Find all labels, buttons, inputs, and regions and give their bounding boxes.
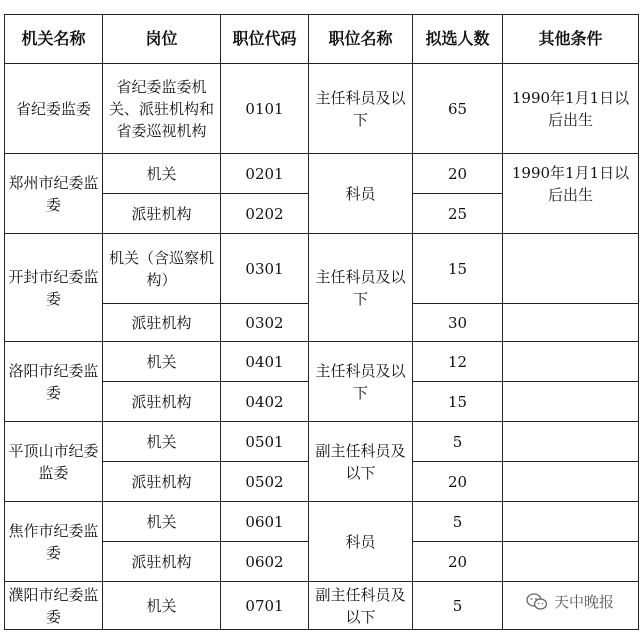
- other-conditions: [503, 502, 639, 542]
- headcount: 5: [413, 422, 503, 462]
- header-code: 职位代码: [221, 15, 309, 64]
- post-name: 机关: [103, 502, 221, 542]
- recruitment-table: [4, 14, 639, 630]
- org-name: 焦作市纪委监委: [5, 502, 103, 582]
- org-name: 省纪委监委: [5, 64, 103, 154]
- header-conditions: 其他条件: [503, 15, 639, 64]
- headcount: 15: [413, 234, 503, 304]
- header-count: 拟选人数: [413, 15, 503, 64]
- post-name: 省纪委监委机关、派驻机构和省委巡视机构: [103, 64, 221, 154]
- table-row: [5, 64, 639, 154]
- headcount: 12: [413, 342, 503, 382]
- other-conditions: [503, 422, 639, 462]
- other-conditions: [503, 462, 639, 502]
- other-conditions: [503, 234, 639, 304]
- headcount: 65: [413, 64, 503, 154]
- post-code: 0601: [221, 502, 309, 542]
- position-title: 主任科员及以下: [309, 234, 413, 342]
- post-code: 0401: [221, 342, 309, 382]
- post-code: 0701: [221, 582, 309, 630]
- headcount: 20: [413, 154, 503, 194]
- position-title: 副主任科员及以下: [309, 582, 413, 630]
- post-code: 0301: [221, 234, 309, 304]
- post-name: 机关: [103, 154, 221, 194]
- headcount: 5: [413, 502, 503, 542]
- post-code: 0602: [221, 542, 309, 582]
- headcount: 20: [413, 542, 503, 582]
- org-name: 郑州市纪委监委: [5, 154, 103, 234]
- table-row: [5, 234, 639, 304]
- position-title: 主任科员及以下: [309, 64, 413, 154]
- other-conditions: [503, 304, 639, 342]
- headcount: 20: [413, 462, 503, 502]
- post-code: 0501: [221, 422, 309, 462]
- org-name: 濮阳市纪委监委: [5, 582, 103, 630]
- position-title: 副主任科员及以下: [309, 422, 413, 502]
- post-name: 机关: [103, 422, 221, 462]
- table-row: [5, 154, 639, 194]
- other-conditions: [503, 382, 639, 422]
- post-name: 派驻机构: [103, 304, 221, 342]
- position-title: 科员: [309, 502, 413, 582]
- other-conditions: [503, 342, 639, 382]
- other-conditions: 1990年1月1日以后出生: [503, 154, 639, 234]
- headcount: 30: [413, 304, 503, 342]
- table-row: [5, 342, 639, 382]
- post-name: 机关: [103, 582, 221, 630]
- org-name: 平顶山市纪委监委: [5, 422, 103, 502]
- post-name: 派驻机构: [103, 462, 221, 502]
- post-name: 派驻机构: [103, 542, 221, 582]
- watermark-text: 天中晚报: [553, 593, 614, 611]
- post-code: 0202: [221, 194, 309, 234]
- headcount: 5: [413, 582, 503, 630]
- header-row: [5, 15, 639, 64]
- post-code: 0201: [221, 154, 309, 194]
- position-title: 科员: [309, 154, 413, 234]
- post-code: 0402: [221, 382, 309, 422]
- org-name: 开封市纪委监委: [5, 234, 103, 342]
- table-row: [5, 502, 639, 542]
- headcount: 15: [413, 382, 503, 422]
- org-name: 洛阳市纪委监委: [5, 342, 103, 422]
- post-code: 0302: [221, 304, 309, 342]
- other-conditions: [503, 542, 639, 582]
- header-post: 岗位: [103, 15, 221, 64]
- other-conditions: 1990年1月1日以后出生: [503, 64, 639, 154]
- header-title: 职位名称: [309, 15, 413, 64]
- post-name: 机关: [103, 342, 221, 382]
- source-watermark: [522, 589, 618, 614]
- post-name: 派驻机构: [103, 194, 221, 234]
- table-row: [5, 422, 639, 462]
- post-name: 机关（含巡察机构）: [103, 234, 221, 304]
- headcount: 25: [413, 194, 503, 234]
- post-code: 0502: [221, 462, 309, 502]
- header-org: 机关名称: [5, 15, 103, 64]
- position-title: 主任科员及以下: [309, 342, 413, 422]
- post-code: 0101: [221, 64, 309, 154]
- wechat-icon: [526, 593, 548, 611]
- post-name: 派驻机构: [103, 382, 221, 422]
